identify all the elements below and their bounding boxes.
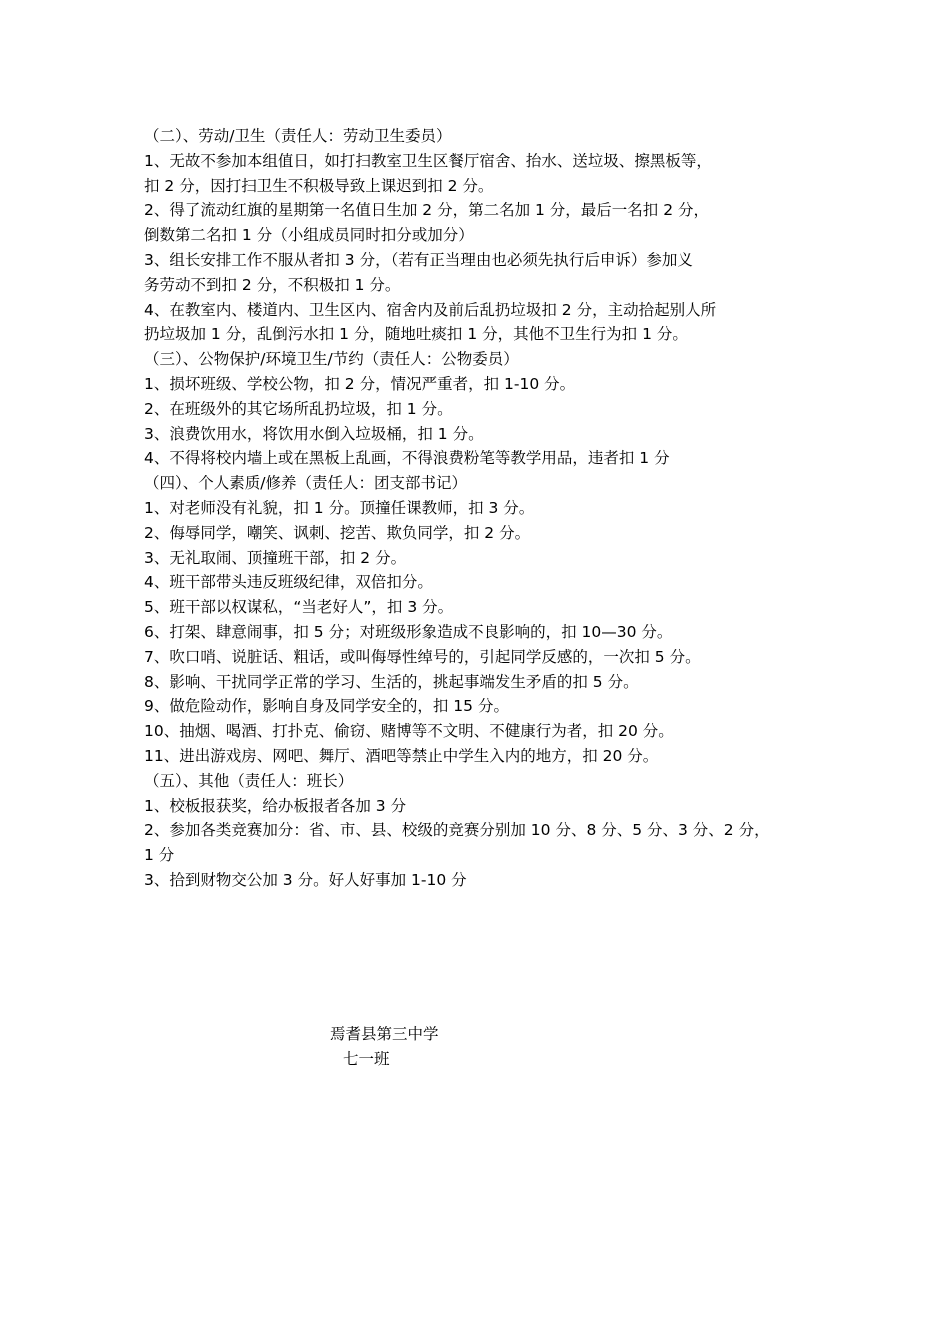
rule-line: 1、无故不参加本组值日，如打扫教室卫生区餐厅宿舍、抬水、送垃圾、擦黑板等，: [144, 151, 712, 170]
rule-line: 2、在班级外的其它场所乱扔垃圾，扣 1 分。: [144, 399, 453, 418]
section-heading: （三）、公物保护/环境卫生/节约（责任人：公物委员）: [144, 350, 519, 369]
rule-line: 11、进出游戏房、网吧、舞厅、酒吧等禁止中学生入内的地方，扣 20 分。: [144, 746, 659, 765]
rule-line: 7、吹口哨、说脏话、粗话，或叫侮辱性绰号的，引起同学反感的，一次扣 5 分。: [144, 647, 701, 666]
rules-body: [144, 124, 824, 893]
rule-line: 倒数第二名扣 1 分（小组成员同时扣分或加分）: [144, 226, 474, 245]
rule-line: 4、班干部带头违反班级纪律，双倍扣分。: [144, 573, 433, 592]
section-heading: （四）、个人素质/修养（责任人：团支部书记）: [144, 474, 467, 493]
rule-line: 务劳动不到扣 2 分，不积极扣 1 分。: [144, 275, 401, 294]
rule-line: 2、侮辱同学，嘲笑、讽刺、挖苦、欺负同学，扣 2 分。: [144, 523, 531, 542]
rule-line: 5、班干部以权谋私，“当老好人”，扣 3 分。: [144, 598, 454, 617]
rule-line: 1、损坏班级、学校公物，扣 2 分，情况严重者，扣 1-10 分。: [144, 374, 576, 393]
rule-line: 1 分: [144, 846, 175, 865]
rule-line: 扣 2 分，因打扫卫生不积极导致上课迟到扣 2 分。: [144, 176, 494, 195]
rule-line: 6、打架、肆意闹事，扣 5 分；对班级形象造成不良影响的，扣 10—30 分。: [144, 622, 673, 641]
signature-block: [330, 1022, 439, 1072]
rule-line: 4、不得将校内墙上或在黑板上乱画，不得浪费粉笔等教学用品，违者扣 1 分: [144, 449, 670, 468]
rule-line: 3、无礼取闹、顶撞班干部，扣 2 分。: [144, 548, 407, 567]
rule-line: 2、参加各类竞赛加分：省、市、县、校级的竞赛分别加 10 分、8 分、5 分、3 分、2 分，: [144, 821, 770, 840]
rule-line: 9、做危险动作，影响自身及同学安全的，扣 15 分。: [144, 697, 509, 716]
rule-line: 扔垃圾加 1 分，乱倒污水扣 1 分，随地吐痰扣 1 分，其他不卫生行为扣 1 分。: [144, 325, 688, 344]
rule-line: 2、得了流动红旗的星期第一名值日生加 2 分，第二名加 1 分，最后一名扣 2 分，: [144, 201, 710, 220]
rule-line: 10、抽烟、喝酒、打扑克、偷窃、赌博等不文明、不健康行为者，扣 20 分。: [144, 722, 674, 741]
section-public-property: [144, 347, 824, 471]
class-name: 七一班: [343, 1050, 390, 1068]
rule-line: 1、校板报获奖，给办板报者各加 3 分: [144, 796, 407, 815]
section-heading: （二）、劳动/卫生（责任人：劳动卫生委员）: [144, 127, 452, 145]
section-other: [144, 769, 824, 893]
rule-line: 8、影响、干扰同学正常的学习、生活的，挑起事端发生矛盾的扣 5 分。: [144, 672, 639, 691]
section-labor-hygiene: [144, 124, 824, 347]
rule-line: 4、在教室内、楼道内、卫生区内、宿舍内及前后乱扔垃圾扣 2 分，主动拾起别人所: [144, 300, 717, 319]
school-name: 焉耆县第三中学: [330, 1025, 439, 1043]
rule-line: 3、拾到财物交公加 3 分。好人好事加 1-10 分: [144, 870, 467, 889]
rule-line: 3、组长安排工作不服从者扣 3 分，（若有正当理由也必须先执行后申诉）参加义: [144, 250, 693, 269]
section-personal-conduct: [144, 471, 824, 769]
rule-line: 1、对老师没有礼貌，扣 1 分。顶撞任课教师，扣 3 分。: [144, 498, 535, 517]
section-heading: （五）、其他（责任人：班长）: [144, 771, 354, 790]
rule-line: 3、浪费饮用水，将饮用水倒入垃圾桶，扣 1 分。: [144, 424, 484, 443]
